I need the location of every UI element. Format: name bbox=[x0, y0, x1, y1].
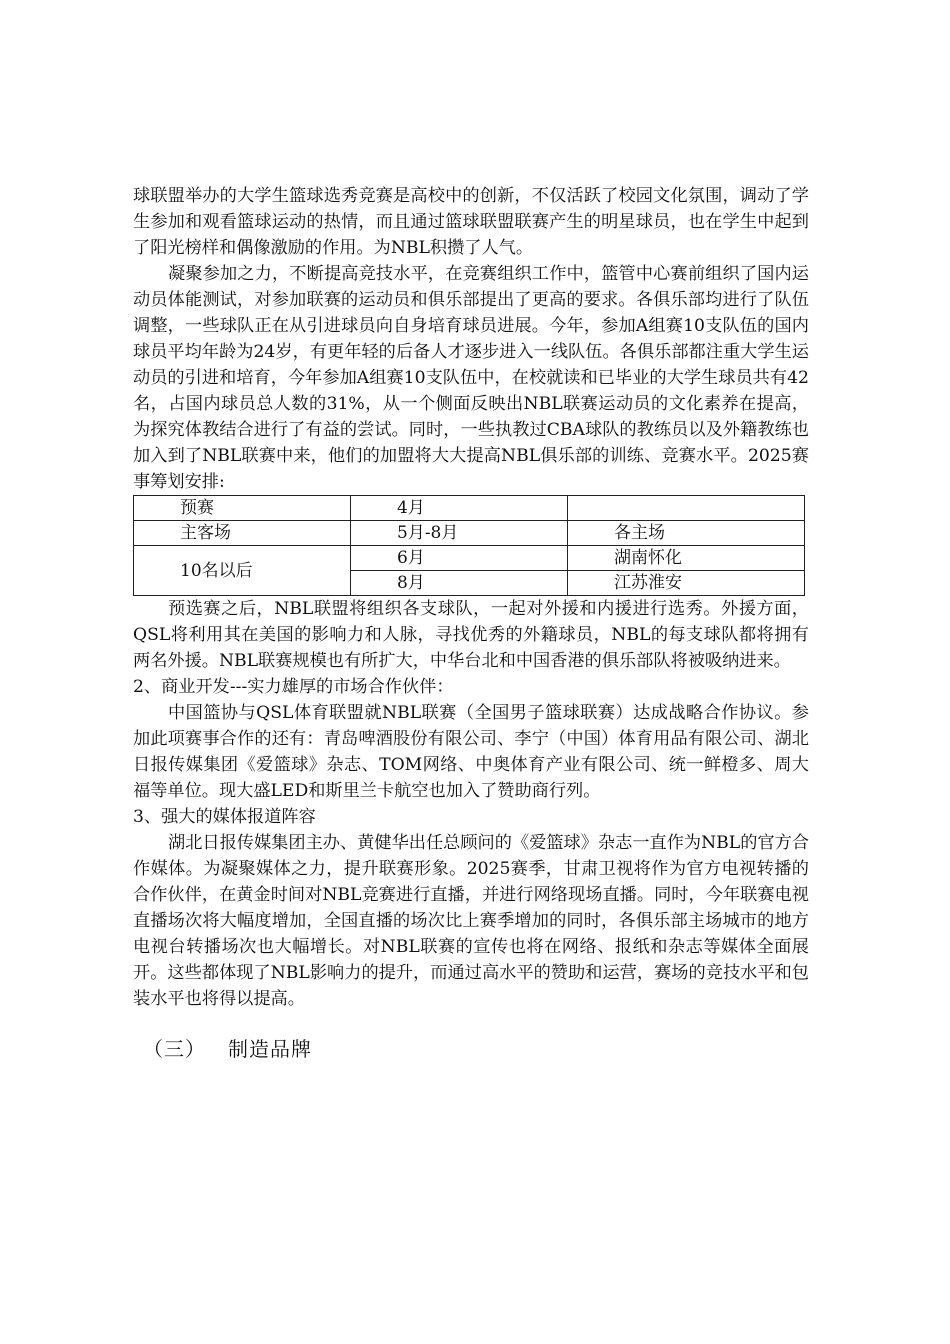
heading-commercial-development: 2、商业开发---实力雄厚的市场合作伙伴： bbox=[133, 677, 454, 697]
table-cell-stage: 主客场 bbox=[134, 521, 351, 546]
paragraph-college-draft: 球联盟举办的大学生篮球选秀竞赛是高校中的创新，不仅活跃了校园文化氛围，调动了学生参加和观看篮球运动的热情，而且通过篮球联盟联赛产生的明星球员，也在学生中起到了阳光榜样和偶像激励的作用。为NBL积攒了人气。 bbox=[133, 186, 809, 258]
paragraph-partners: 中国篮协与QSL体育联盟就NBL联赛（全国男子篮球联赛）达成战略合作协议。参加此项赛事合作的还有：青岛啤酒股份有限公司、李宁（中国）体育用品有限公司、湖北日报传媒集团《爱篮球》杂志、TOM网络、中奥体育产业有限公司、统一鲜橙多、周大福等单位。现大盛LED和斯里兰卡航空也加入了赞助商行列。 bbox=[133, 703, 809, 801]
schedule-table bbox=[133, 495, 805, 596]
table-row bbox=[134, 546, 805, 571]
heading-media-coverage: 3、强大的媒体报道阵容 bbox=[133, 807, 316, 827]
section-title: 制造品牌 bbox=[228, 1037, 312, 1061]
table-row bbox=[134, 496, 805, 521]
paragraph-competition-level: 凝聚参加之力，不断提高竞技水平，在竞赛组织工作中，篮管中心赛前组织了国内运动员体能测试，对参加联赛的运动员和俱乐部提出了更高的要求。各俱乐部均进行了队伍调整，一些球队正在从引进球员向自身培育球员进展。今年，参加A组赛10支队伍的国内球员平均年龄为24岁，有更年轻的后备人才逐步进入一线队伍。各俱乐部都注重大学生运动员的引进和培育，今年参加A组赛10支队伍中，在校就读和已毕业的大学生球员共有42 名，占国内球员总人数的31%，从一个侧面反映出NBL联赛运动员的文化素养在提高，为探究体教结合进行了有益的尝试。同时，一些执教过CBA球队的教练员以及外籍教练也加入到了NBL联赛中来，他们的加盟将大大提高NBL俱乐部的训练、竞赛水平。2025赛事筹划安排: bbox=[133, 264, 809, 492]
table-cell-venue: 各主场 bbox=[568, 521, 805, 546]
table-row bbox=[134, 521, 805, 546]
document-body bbox=[133, 183, 809, 1064]
section-number: （三） bbox=[143, 1037, 206, 1061]
table-cell-venue: 湖南怀化 bbox=[568, 546, 805, 571]
table-cell-stage: 10名以后 bbox=[134, 546, 351, 596]
table-cell-stage: 预赛 bbox=[134, 496, 351, 521]
table-cell-time: 6月 bbox=[351, 546, 568, 571]
table-cell-time: 5月-8月 bbox=[351, 521, 568, 546]
table-cell-venue bbox=[568, 496, 805, 521]
table-cell-time: 4月 bbox=[351, 496, 568, 521]
table-cell-time: 8月 bbox=[351, 571, 568, 596]
table-cell-venue: 江苏淮安 bbox=[568, 571, 805, 596]
section-heading bbox=[143, 1034, 809, 1064]
paragraph-media: 湖北日报传媒集团主办、黄健华出任总顾问的《爱篮球》杂志一直作为NBL的官方合作媒体。为凝聚媒体之力，提升联赛形象。2025赛季，甘肃卫视将作为官方电视转播的合作伙伴，在黄金时间对NBL竞赛进行直播，并进行网络现场直播。同时，今年联赛电视直播场次将大幅度增加，全国直播的场次比上赛季增加的同时，各俱乐部主场城市的地方电视台转播场次也大幅增长。对NBL联赛的宣传也将在网络、报纸和杂志等媒体全面展开。这些都体现了NBL影响力的提升，而通过高水平的赞助和运营，赛场的竞技水平和包装水平也将得以提高。 bbox=[133, 833, 809, 1009]
paragraph-foreign-players: 预选赛之后，NBL联盟将组织各支球队，一起对外援和内援进行选秀。外援方面，QSL将利用其在美国的影响力和人脉，寻找优秀的外籍球员，NBL的每支球队都将拥有两名外援。NBL联赛规模也有所扩大，中华台北和中国香港的俱乐部队将被吸纳进来。 bbox=[133, 599, 809, 671]
